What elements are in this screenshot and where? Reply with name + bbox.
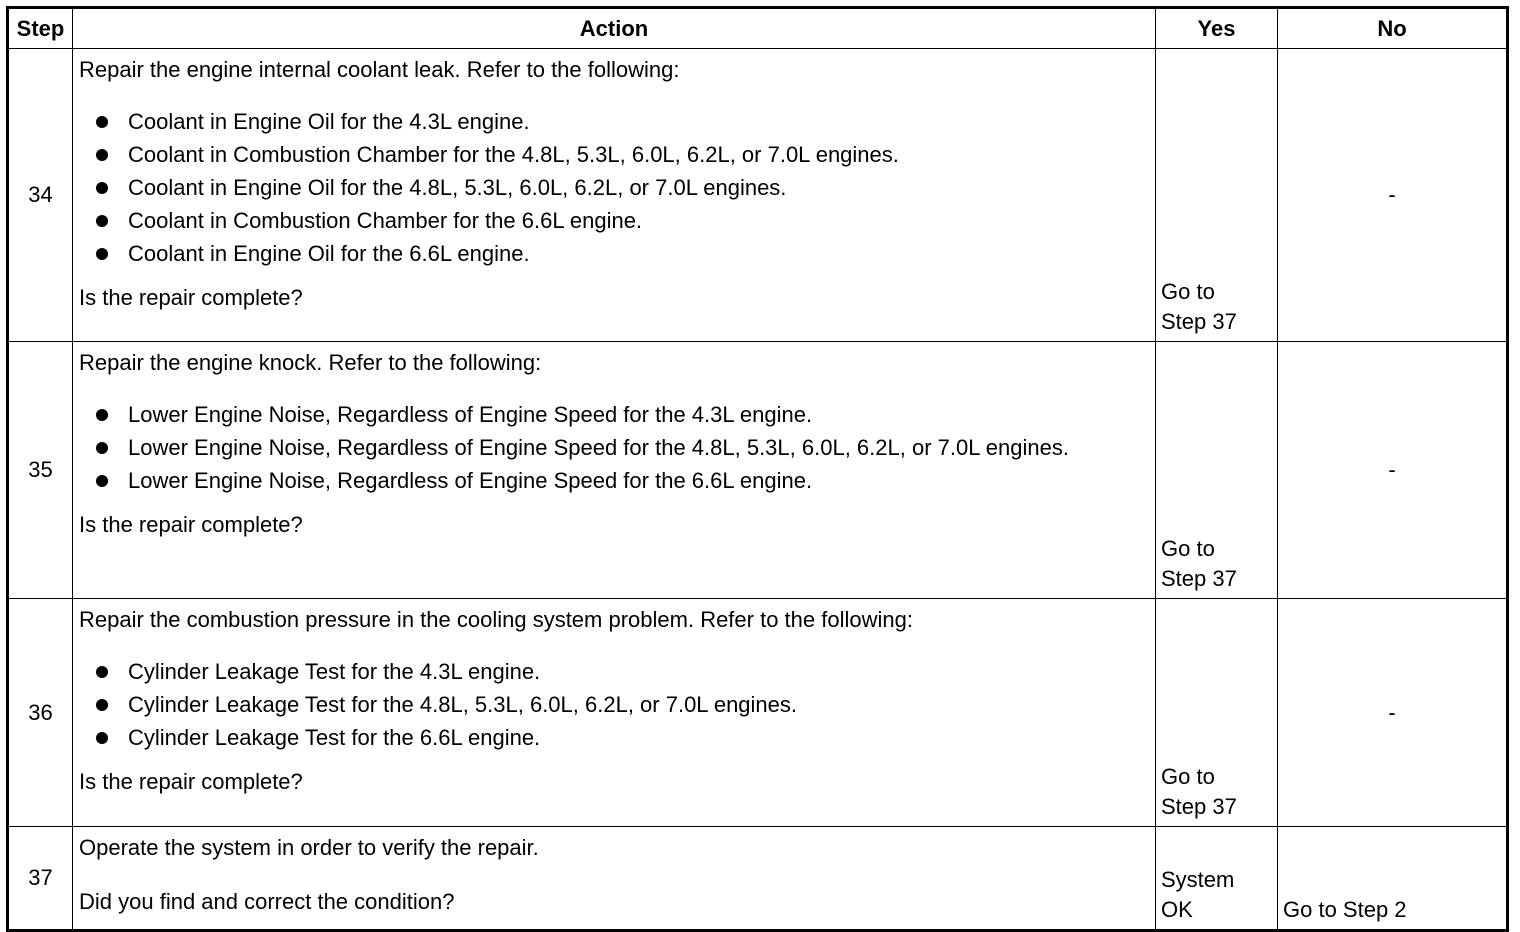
action-cell xyxy=(73,827,1156,931)
reference-item[interactable] xyxy=(79,206,1149,236)
yes-result-line: Go to xyxy=(1161,536,1215,561)
action-cell xyxy=(73,49,1156,342)
reference-item[interactable] xyxy=(79,107,1149,137)
reference-link[interactable]: Cylinder Leakage Test for the 4.3L engine. xyxy=(128,659,541,684)
action-cell xyxy=(73,599,1156,827)
step-number: 37 xyxy=(8,827,73,931)
yes-result[interactable] xyxy=(1156,599,1278,827)
bullet-icon xyxy=(96,666,108,678)
bullet-icon xyxy=(96,409,108,421)
bullet-icon xyxy=(96,699,108,711)
yes-result[interactable] xyxy=(1156,342,1278,599)
reference-link[interactable]: Lower Engine Noise, Regardless of Engine Speed for the 6.6L engine. xyxy=(128,468,813,493)
bullet-icon xyxy=(96,732,108,744)
action-intro: Repair the engine knock. Refer to the following: xyxy=(79,350,542,375)
reference-link[interactable]: Coolant in Combustion Chamber for the 6.6L engine. xyxy=(128,208,643,233)
header-step: Step xyxy=(8,8,73,49)
bullet-icon xyxy=(96,475,108,487)
no-result[interactable]: Go to Step 2 xyxy=(1278,827,1508,931)
reference-link[interactable]: Cylinder Leakage Test for the 6.6L engine. xyxy=(128,725,541,750)
reference-item[interactable] xyxy=(79,140,1149,170)
step-number: 36 xyxy=(8,599,73,827)
table-header-row xyxy=(8,8,1508,49)
table-row xyxy=(8,342,1508,599)
action-question: Did you find and correct the condition? xyxy=(79,889,455,914)
reference-link[interactable]: Lower Engine Noise, Regardless of Engine Speed for the 4.3L engine. xyxy=(128,402,813,427)
table-row xyxy=(8,827,1508,931)
reference-item[interactable] xyxy=(79,466,1149,496)
yes-result-line: System xyxy=(1161,867,1235,892)
reference-link[interactable]: Lower Engine Noise, Regardless of Engine Speed for the 4.8L, 5.3L, 6.0L, 6.2L, or 7.0L engines. xyxy=(128,435,1069,460)
bullet-icon xyxy=(96,248,108,260)
yes-result-line: OK xyxy=(1161,897,1193,922)
table-row xyxy=(8,599,1508,827)
header-no: No xyxy=(1278,8,1508,49)
reference-list xyxy=(79,107,1149,269)
reference-link[interactable]: Coolant in Combustion Chamber for the 4.8L, 5.3L, 6.0L, 6.2L, or 7.0L engines. xyxy=(128,142,899,167)
action-intro: Operate the system in order to verify the repair. xyxy=(79,835,539,860)
yes-result-line: Go to xyxy=(1161,764,1215,789)
yes-result xyxy=(1156,827,1278,931)
reference-link[interactable]: Coolant in Engine Oil for the 4.3L engine. xyxy=(128,109,530,134)
action-question: Is the repair complete? xyxy=(79,769,303,794)
action-cell xyxy=(73,342,1156,599)
reference-item[interactable] xyxy=(79,433,1149,463)
bullet-icon xyxy=(96,215,108,227)
action-question: Is the repair complete? xyxy=(79,285,303,310)
diagnostic-table xyxy=(6,6,1509,932)
no-result: - xyxy=(1278,342,1508,599)
bullet-icon xyxy=(96,149,108,161)
step-number: 34 xyxy=(8,49,73,342)
table-row xyxy=(8,49,1508,342)
action-intro: Repair the engine internal coolant leak. Refer to the following: xyxy=(79,57,680,82)
reference-item[interactable] xyxy=(79,400,1149,430)
yes-result-line: Step 37 xyxy=(1161,566,1237,591)
reference-link[interactable]: Coolant in Engine Oil for the 6.6L engine. xyxy=(128,241,530,266)
no-result: - xyxy=(1278,599,1508,827)
reference-list xyxy=(79,400,1149,496)
reference-item[interactable] xyxy=(79,173,1149,203)
reference-item[interactable] xyxy=(79,657,1149,687)
reference-item[interactable] xyxy=(79,690,1149,720)
header-yes: Yes xyxy=(1156,8,1278,49)
reference-link[interactable]: Coolant in Engine Oil for the 4.8L, 5.3L, 6.0L, 6.2L, or 7.0L engines. xyxy=(128,175,787,200)
action-question: Is the repair complete? xyxy=(79,512,303,537)
bullet-icon xyxy=(96,442,108,454)
reference-item[interactable] xyxy=(79,723,1149,753)
bullet-icon xyxy=(96,116,108,128)
header-action: Action xyxy=(73,8,1156,49)
yes-result-line: Go to xyxy=(1161,279,1215,304)
step-number: 35 xyxy=(8,342,73,599)
spacer xyxy=(79,863,1149,887)
yes-result-line: Step 37 xyxy=(1161,794,1237,819)
reference-link[interactable]: Cylinder Leakage Test for the 4.8L, 5.3L, 6.0L, 6.2L, or 7.0L engines. xyxy=(128,692,798,717)
no-result: - xyxy=(1278,49,1508,342)
bullet-icon xyxy=(96,182,108,194)
diagnostic-table-container xyxy=(6,6,1506,922)
yes-result-line: Step 37 xyxy=(1161,309,1237,334)
reference-item[interactable] xyxy=(79,239,1149,269)
action-intro: Repair the combustion pressure in the cooling system problem. Refer to the following: xyxy=(79,607,913,632)
reference-list xyxy=(79,657,1149,753)
yes-result[interactable] xyxy=(1156,49,1278,342)
